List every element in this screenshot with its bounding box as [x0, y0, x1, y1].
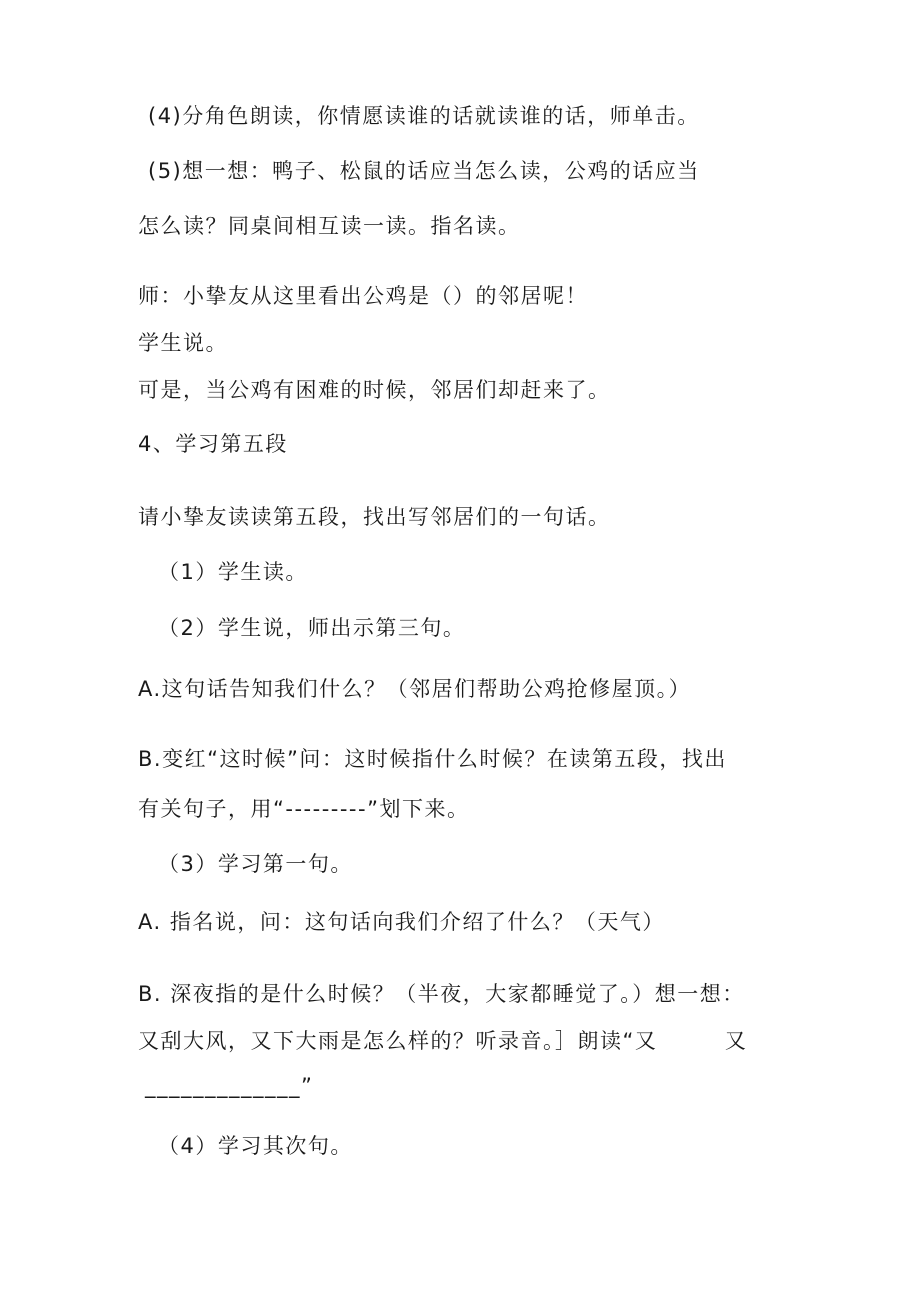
text-line-19: （4）学习其次句。	[158, 1134, 353, 1158]
text-line-2: (5)想一想：鸭子、松鼠的话应当怎么读，公鸡的话应当	[148, 159, 700, 183]
text-line-18: _____________”	[145, 1074, 314, 1098]
text-line-16: B. 深夜指的是什么时候？（半夜，大家都睡觉了。）想一想：	[138, 982, 745, 1006]
text-line-13: 有关句子，用“---------”划下来。	[138, 797, 470, 821]
text-line-7: 4、学习第五段	[138, 432, 288, 456]
text-line-3: 怎么读？同桌间相互读一读。指名读。	[138, 214, 521, 238]
text-line-10: （2）学生说，师出示第三句。	[158, 616, 466, 640]
text-line-1: (4)分角色朗读，你情愿读谁的话就读谁的话，师单击。	[148, 104, 700, 128]
text-line-5: 学生说。	[138, 331, 228, 355]
text-line-6: 可是，当公鸡有困难的时候，邻居们却赶来了。	[138, 378, 611, 402]
text-line-17: 又刮大风，又下大雨是怎么样的？听录音。］朗读“又 又	[138, 1029, 748, 1053]
text-line-12: B.变红“这时候”问：这时候指什么时候？在读第五段，找出	[138, 747, 727, 771]
text-line-9: （1）学生读。	[158, 560, 308, 584]
text-line-4: 师：小挚友从这里看出公鸡是（）的邻居呢！	[138, 284, 588, 308]
text-line-15: A. 指名说，问：这句话向我们介绍了什么？（天气）	[138, 910, 665, 934]
text-line-8: 请小挚友读读第五段，找出写邻居们的一句话。	[138, 505, 611, 529]
text-line-11: A.这句话告知我们什么？（邻居们帮助公鸡抢修屋顶。）	[138, 677, 692, 701]
text-line-14: （3）学习第一句。	[158, 852, 353, 876]
